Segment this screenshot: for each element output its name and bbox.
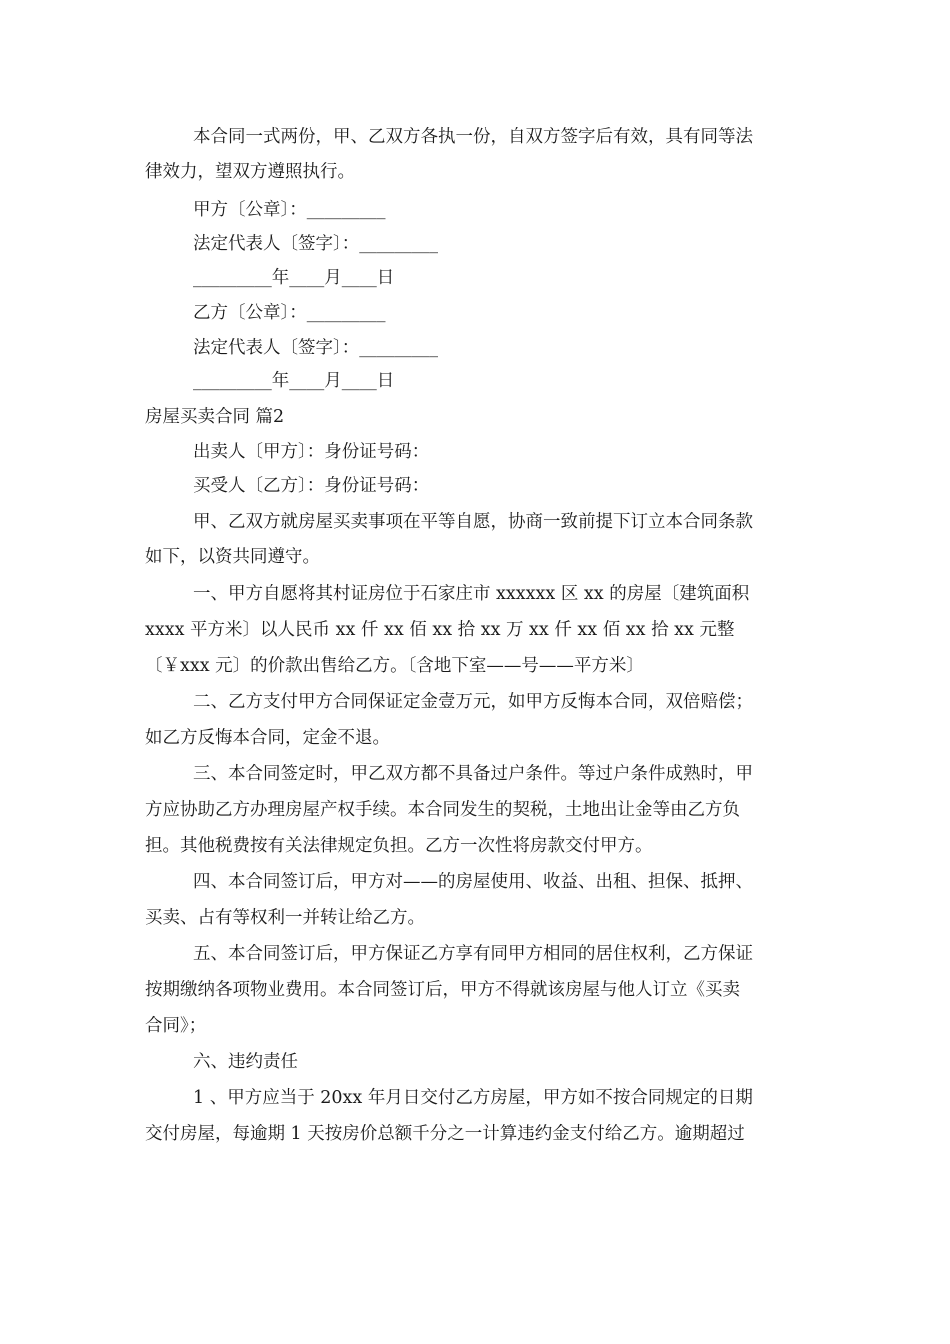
clause-2-line-2: 如乙方反悔本合同，定金不退。 xyxy=(145,728,390,748)
buyer-line: 买受人〔乙方〕：身份证号码： xyxy=(193,476,430,496)
clause-6-title: 六、违约责任 xyxy=(193,1052,298,1072)
clause-3-line-3: 担。其他税费按有关法律规定负担。乙方一次性将房款交付甲方。 xyxy=(145,836,653,856)
closing-paragraph-line-2: 律效力，望双方遵照执行。 xyxy=(145,162,355,182)
intro-line-2: 如下，以资共同遵守。 xyxy=(145,547,320,567)
party-b-date-line: _________年____月____日 xyxy=(193,371,395,391)
section-title: 房屋买卖合同 篇2 xyxy=(145,407,285,427)
clause-4-line-2: 买卖、占有等权利一并转让给乙方。 xyxy=(145,908,425,928)
party-a-seal-line: 甲方〔公章〕：_________ xyxy=(193,200,386,220)
clause-4-line-1: 四、本合同签订后，甲方对——的房屋使用、收益、出租、担保、抵押、 xyxy=(193,872,753,892)
clause-1-line-1: 一、甲方自愿将其村证房位于石家庄市 xxxxxx 区 xx 的房屋〔建筑面积 xyxy=(193,584,750,604)
clause-1-line-3: 〔￥xxx 元〕的价款出售给乙方。〔含地下室——号——平方米〕 xyxy=(145,656,644,676)
clause-5-line-3: 合同》； xyxy=(145,1016,207,1036)
party-a-date-line: _________年____月____日 xyxy=(193,268,395,288)
clause-1-line-2: xxxx 平方米〕以人民币 xx 仟 xx 佰 xx 拾 xx 万 xx 仟 xx 佰 xx 拾 xx 元整 xyxy=(145,620,735,640)
clause-2-line-1: 二、乙方支付甲方合同保证定金壹万元，如甲方反悔本合同，双倍赔偿； xyxy=(193,692,753,712)
clause-6-1-line-2: 交付房屋，每逾期 1 天按房价总额千分之一计算违约金支付给乙方。逾期超过 xyxy=(145,1124,745,1144)
clause-3-line-1: 三、本合同签定时，甲乙双方都不具备过户条件。等过户条件成熟时，甲 xyxy=(193,764,753,784)
clause-5-line-2: 按期缴纳各项物业费用。本合同签订后，甲方不得就该房屋与他人订立《买卖 xyxy=(145,980,740,1000)
party-b-seal-line: 乙方〔公章〕：_________ xyxy=(193,303,386,323)
clause-3-line-2: 方应协助乙方办理房屋产权手续。本合同发生的契税，土地出让金等由乙方负 xyxy=(145,800,740,820)
clause-6-1-line-1: 1 、甲方应当于 20xx 年月日交付乙方房屋，甲方如不按合同规定的日期 xyxy=(193,1088,753,1108)
party-b-representative-line: 法定代表人〔签字〕：_________ xyxy=(193,338,438,358)
clause-5-line-1: 五、本合同签订后，甲方保证乙方享有同甲方相同的居住权利，乙方保证 xyxy=(193,944,753,964)
party-a-representative-line: 法定代表人〔签字〕：_________ xyxy=(193,234,438,254)
intro-line-1: 甲、乙双方就房屋买卖事项在平等自愿，协商一致前提下订立本合同条款 xyxy=(193,512,753,532)
closing-paragraph-line-1: 本合同一式两份，甲、乙双方各执一份，自双方签字后有效，具有同等法 xyxy=(193,127,753,147)
seller-line: 出卖人〔甲方〕：身份证号码： xyxy=(193,442,430,462)
